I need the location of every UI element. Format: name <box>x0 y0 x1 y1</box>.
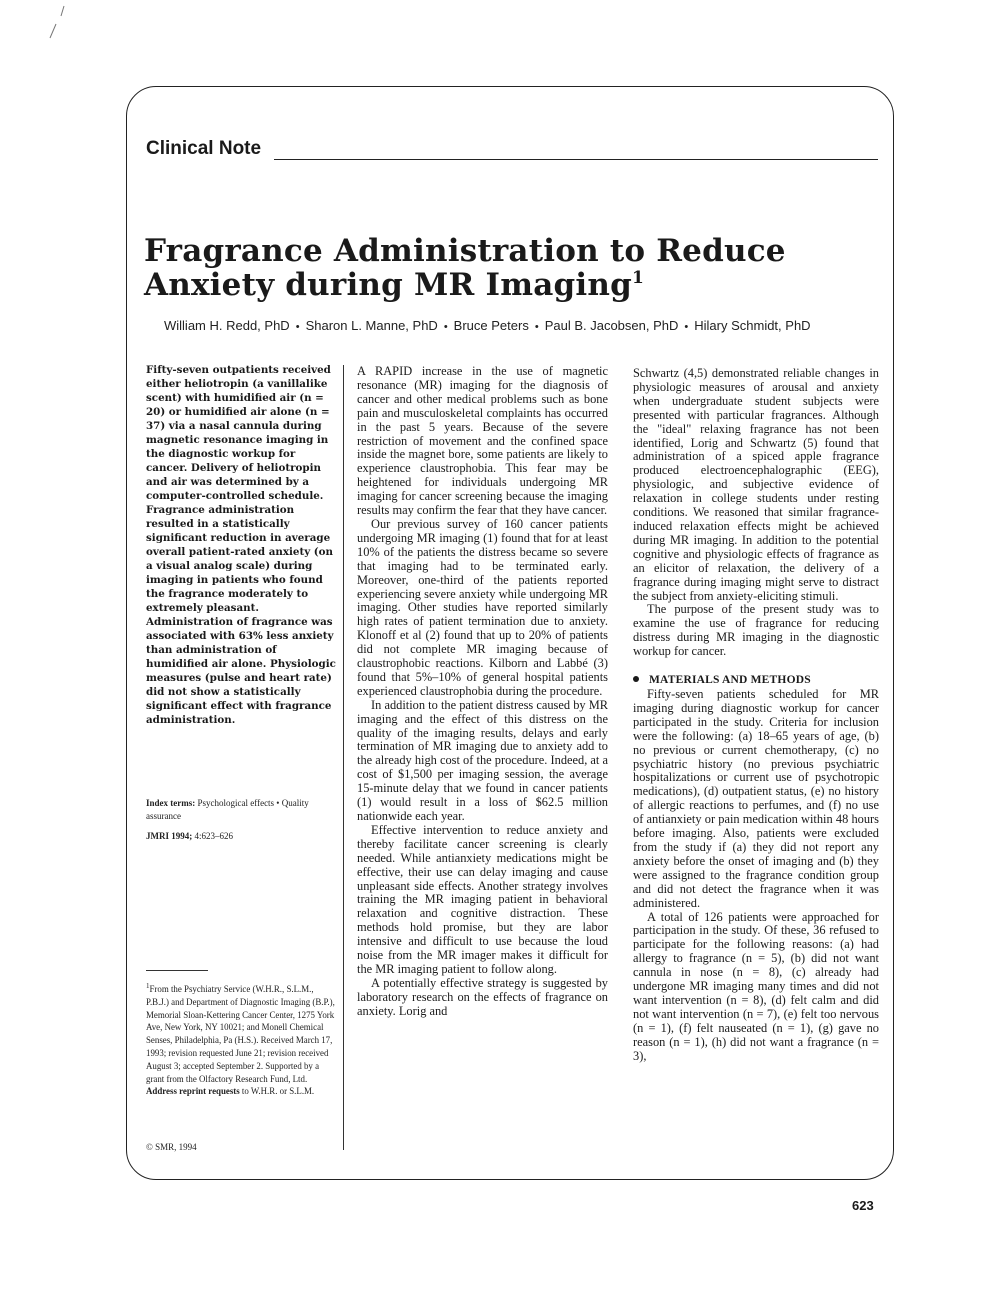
citation <box>146 830 336 843</box>
body-paragraph: In addition to the patient distress caused by MR imaging and the effect of this distress on the quality of the imaging results, delays and early termination of MR imaging due to anxiety add to the already high cost of the procedure. Indeed, at a cost of $1,500 per imaging session, the average 15-minute delay that we found in cancer patients (1) would result in a loss of $62.5 million nationwide each year. <box>357 697 608 823</box>
stray-pen-mark <box>44 2 74 42</box>
author-separator: • <box>295 321 300 333</box>
section-rule <box>274 159 878 160</box>
copyright: © SMR, 1994 <box>146 1142 197 1152</box>
footnote-text: From the Psychiatry Service (W.H.R., S.L.M., P.B.J.) and Department of Diagnostic Imaging (B.P.), Memorial Sloan-Kettering Cancer Center, 1275 York Ave, New York, NY 10021; and Monell Chemical Senses, Philadelphia, Pa (H.S.). Received March 17, 1993; revision requested June 21; revision received August 3; accepted September 2. Supported by a grant from the Olfactory Research Fund, Ltd. <box>146 983 335 1084</box>
reprint-label: Address reprint requests <box>146 1086 240 1097</box>
index-terms <box>146 797 336 823</box>
bullet-icon <box>633 676 639 682</box>
citation-journal: JMRI 1994; <box>146 831 193 841</box>
article-title-text: Fragrance Administration to Reduce Anxiety during MR Imaging <box>144 233 786 303</box>
author: Bruce Peters <box>453 318 529 333</box>
index-terms-label: Index terms: <box>146 798 196 808</box>
citation-pages: 4:623–626 <box>194 831 234 841</box>
title-footnote-mark: 1 <box>631 268 644 288</box>
page-number: 623 <box>852 1198 874 1213</box>
column-rule <box>343 365 344 1150</box>
affiliation-footnote <box>146 980 336 1098</box>
author-separator: • <box>443 321 448 333</box>
abstract: Fifty-seven outpatients received either heliotropin (a vanillalike scent) with humidified air (n = 20) or humidified air alone (n = 37) via a nasal cannula during magnetic resonance imaging in the diagnostic workup for cancer. Delivery of heliotropin and air was determined by a computer-controlled schedule. Fragrance administration resulted in a statistically significant reduction in average overall patient-rated anxiety (on a visual analog scale) during imaging in patients who found the fragrance moderately to extremely pleasant. Administration of fragrance was associated with 63% less anxiety than administration of humidified air alone. Physiologic measures (pulse and heart rate) did not show a statistically significant effect with fragrance administration. <box>146 364 336 726</box>
body-paragraph: Schwartz (4,5) demonstrated reliable changes in physiologic measures of arousal and anxiety when undergraduate student subjects were presented with particular fragrances. Although the "ideal" relaxing fragrance has not been identified, Lorig and Schwartz (5) found that administration of a spiced apple fragrance produced electroencephalographic (EEG), physiologic, and subjective evidence of relaxation in college students under resting conditions. We reasoned that similar fragrance-induced relaxation effects might be achieved during MR imaging. In addition to the potential cognitive and physiologic effects of fragrance as an elicitor of relaxation, the delivery of a fragrance during imaging might serve to distract the subject from anxiety-eliciting stimuli. <box>633 366 879 603</box>
author-separator: • <box>534 321 539 333</box>
body-column-2 <box>357 365 608 1019</box>
section-heading <box>633 673 879 688</box>
index-terms-value: Psychological effects • Quality assurance <box>146 798 309 821</box>
author-list <box>164 318 874 333</box>
body-paragraph: Fifty-seven patients scheduled for MR imaging during diagnostic workup for cancer participated in the study. Criteria for inclusion were the following: (a) 18–65 years of age, (b) no previous or current chemotherapy, (c) no psychiatric history (no previous psychiatric hospitalizations or current use of psychotropic medications), (d) outpatient status, (e) no history of allergic reactions to perfumes, and (f) no use of antianxiety or pain medication within 48 hours before imaging. Also, patients were excluded from the study if (a) they did not report any anxiety before the onset of imaging and (b) they were assigned to the fragrance condition group and did not detect the fragrance when it was administered. <box>633 687 879 910</box>
section-heading-text: MATERIALS AND METHODS <box>649 674 811 687</box>
footnote-rule <box>146 970 208 971</box>
article-title <box>144 234 864 302</box>
author: Hilary Schmidt, PhD <box>694 318 811 333</box>
section-label: Clinical Note <box>146 138 262 159</box>
body-paragraph: Our previous survey of 160 cancer patients undergoing MR imaging (1) found that for at least 10% of the patients the distress became so severe that imaging had to be terminated early. Moreover, one-third of the patients reported experiencing severe anxiety while undergoing MR imaging. Other studies have reported similarly high rates of patient termination due to anxiety. Klonoff et al (2) found that up to 20% of patients did not complete MR imaging because of claustrophobic reactions. Kilborn and Labbé (3) found that 5%–10% of general hospital patients experienced claustrophobia during the procedure. <box>357 516 608 698</box>
reprint-value: to W.H.R. or S.L.M. <box>241 1086 315 1097</box>
author: Sharon L. Manne, PhD <box>305 318 438 333</box>
body-paragraph: Effective intervention to reduce anxiety and thereby facilitate cancer screening is clearly needed. While antianxiety medications might be effective, their use can delay imaging and cause unpleasant side effects. Another strategy involves training the MR imaging patient in behavioral relaxation and cognitive distraction. These methods hold promise, but they are labor intensive and difficult to use because the loud noise from the MR imager makes it difficult for the MR imaging patient to follow along. <box>357 822 608 976</box>
author: William H. Redd, PhD <box>164 318 290 333</box>
body-paragraph: A potentially effective strategy is suggested by laboratory research on the effects of fragrance on anxiety. Lorig and <box>357 975 608 1018</box>
author-separator: • <box>684 321 689 333</box>
body-paragraph: A total of 126 patients were approached for participation in the study. Of these, 36 refused to participate for the following reasons: (a) had allergy to fragrance (n = 5), (b) did not want cannula in nose (n = 8), (c) already had undergone MR imaging many times and did not want intervention (n = 8), (d) felt calm and did not want intervention (n = 7), (e) felt too nervous (n = 1), (f) felt nauseated (n = 1), (g) gave no reason (n = 1), (h) did not want a fragrance (n = 3), <box>633 909 879 1063</box>
footnote-mark: 1 <box>146 982 150 990</box>
body-column-3 <box>633 367 879 1064</box>
author: Paul B. Jacobsen, PhD <box>544 318 679 333</box>
body-paragraph: A RAPID increase in the use of magnetic resonance (MR) imaging for the diagnosis of cancer and other medical problems such as bone pain and musculoskeletal complaints has occurred in the past 5 years. Because of the severe restriction of movement and the confined space inside the magnet bore, some patients are likely to experience claustrophobia. This fear may be heightened for individuals undergoing MR imaging for cancer screening because the imaging results may confirm the fear that they have cancer. <box>357 364 608 518</box>
body-paragraph: The purpose of the present study was to examine the use of fragrance for reducing distress during MR imaging in the diagnostic workup for cancer. <box>633 602 879 659</box>
